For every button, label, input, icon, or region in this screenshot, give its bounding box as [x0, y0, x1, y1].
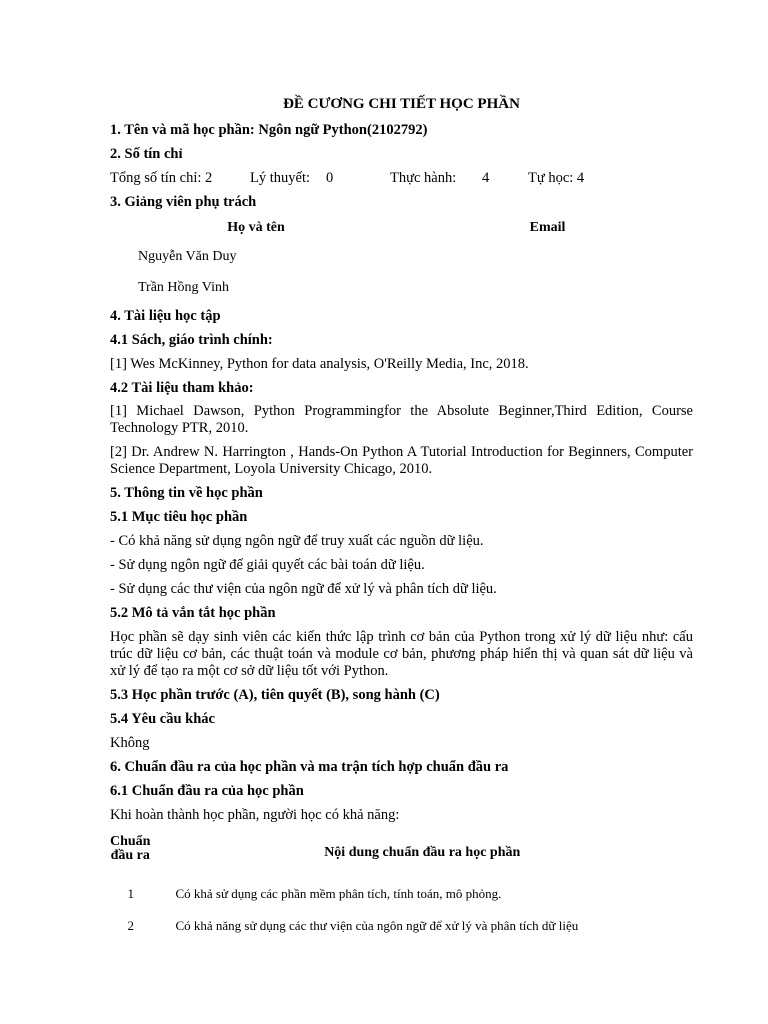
table-row: [110, 910, 693, 942]
outcomes-col-content: Nội dung chuẩn đầu ra học phần: [324, 844, 521, 860]
outcomes-table-header: [110, 834, 693, 878]
lecturer-col-name: Họ và tên: [227, 220, 285, 235]
outcome-no: 2: [127, 918, 134, 933]
section-2-heading: 2. Số tín chỉ: [110, 146, 183, 162]
main-reference: [1] Wes McKinney, Python for data analysis, O'Reilly Media, Inc, 2018.: [110, 356, 529, 372]
section-3-heading: 3. Giảng viên phụ trách: [110, 194, 257, 210]
lecturer-col-email: Email: [529, 220, 566, 235]
credits-theory-label: Lý thuyết:: [250, 170, 311, 186]
document-title: ĐỀ CƯƠNG CHI TIẾT HỌC PHẦN: [283, 96, 520, 112]
outcomes-intro: Khi hoàn thành học phần, người học có khả năng:: [110, 807, 400, 823]
document-page: [110, 96, 693, 942]
reference-1: [1] Michael Dawson, Python Programmingfor the Absolute Beginner,Third Edition, Course Technology PTR, 2010.: [110, 403, 693, 436]
section-5-4-heading: 5.4 Yêu cầu khác: [110, 711, 215, 727]
credits-theory-value: 0: [326, 170, 334, 186]
lecturer-table: [110, 215, 693, 303]
lecturer-name: Trần Hồng Vinh: [138, 279, 229, 295]
section-5-1-heading: 5.1 Mục tiêu học phần: [110, 509, 248, 525]
credits-practice-value: 4: [482, 170, 490, 186]
other-requirements: Không: [110, 735, 150, 751]
outcomes-table: [110, 834, 693, 942]
section-5-3-heading: 5.3 Học phần trước (A), tiên quyết (B), song hành (C): [110, 687, 440, 703]
reference-2: [2] Dr. Andrew N. Harrington , Hands-On Python A Tutorial Introduction for Beginners, Computer Science Department, Loyola University Chicago, 2010.: [110, 444, 693, 477]
section-4-heading: 4. Tài liệu học tập: [110, 308, 221, 324]
section-4-2-heading: 4.2 Tài liệu tham khảo:: [110, 380, 254, 396]
lecturer-table-header: [110, 215, 693, 241]
table-row: [110, 878, 693, 910]
outcomes-col-no: [110, 834, 151, 878]
outcome-text: Có khả năng sử dụng các thư viện của ngôn ngữ để xử lý và phân tích dữ liệu: [175, 918, 579, 933]
section-5-heading: 5. Thông tin về học phần: [110, 485, 263, 501]
section-4-1-heading: 4.1 Sách, giáo trình chính:: [110, 332, 273, 348]
outcomes-col-no-line2: đầu ra: [110, 848, 150, 863]
table-row: [110, 272, 693, 303]
credits-self: Tự học: 4: [528, 170, 585, 186]
section-5-2-heading: 5.2 Mô tả vắn tắt học phần: [110, 605, 276, 621]
credits-practice-label: Thực hành:: [390, 170, 457, 186]
lecturer-name: Nguyễn Văn Duy: [138, 248, 237, 264]
section-1-heading: 1. Tên và mã học phần: Ngôn ngữ Python(2102792): [110, 122, 428, 138]
section-6-heading: 6. Chuẩn đầu ra của học phần và ma trận tích hợp chuẩn đầu ra: [110, 759, 509, 775]
table-row: [110, 241, 693, 272]
outcomes-col-no-line1: Chuẩn: [110, 834, 151, 849]
goal-item: - Có khả năng sử dụng ngôn ngữ để truy xuất các nguồn dữ liệu.: [110, 533, 484, 549]
goal-item: - Sử dụng ngôn ngữ để giải quyết các bài toán dữ liệu.: [110, 557, 425, 573]
course-description: Học phần sẽ dạy sinh viên các kiến thức lập trình cơ bản của Python trong xử lý dữ liệu như: cấu trúc dữ liệu cơ bản, các thuật toán và module cơ bản, phương pháp hiển thị và quan sát dữ liệu và xử lý để tạo ra một cơ sở dữ liệu tốt với Python.: [110, 629, 693, 679]
goal-item: - Sử dụng các thư viện của ngôn ngữ để xử lý và phân tích dữ liệu.: [110, 581, 497, 597]
section-6-1-heading: 6.1 Chuẩn đầu ra của học phần: [110, 783, 304, 799]
outcome-no: 1: [127, 886, 134, 901]
credits-row: [110, 170, 693, 187]
credits-total: Tổng số tín chỉ: 2: [110, 170, 213, 186]
outcome-text: Có khả sử dụng các phần mềm phân tích, tính toán, mô phỏng.: [175, 886, 502, 901]
